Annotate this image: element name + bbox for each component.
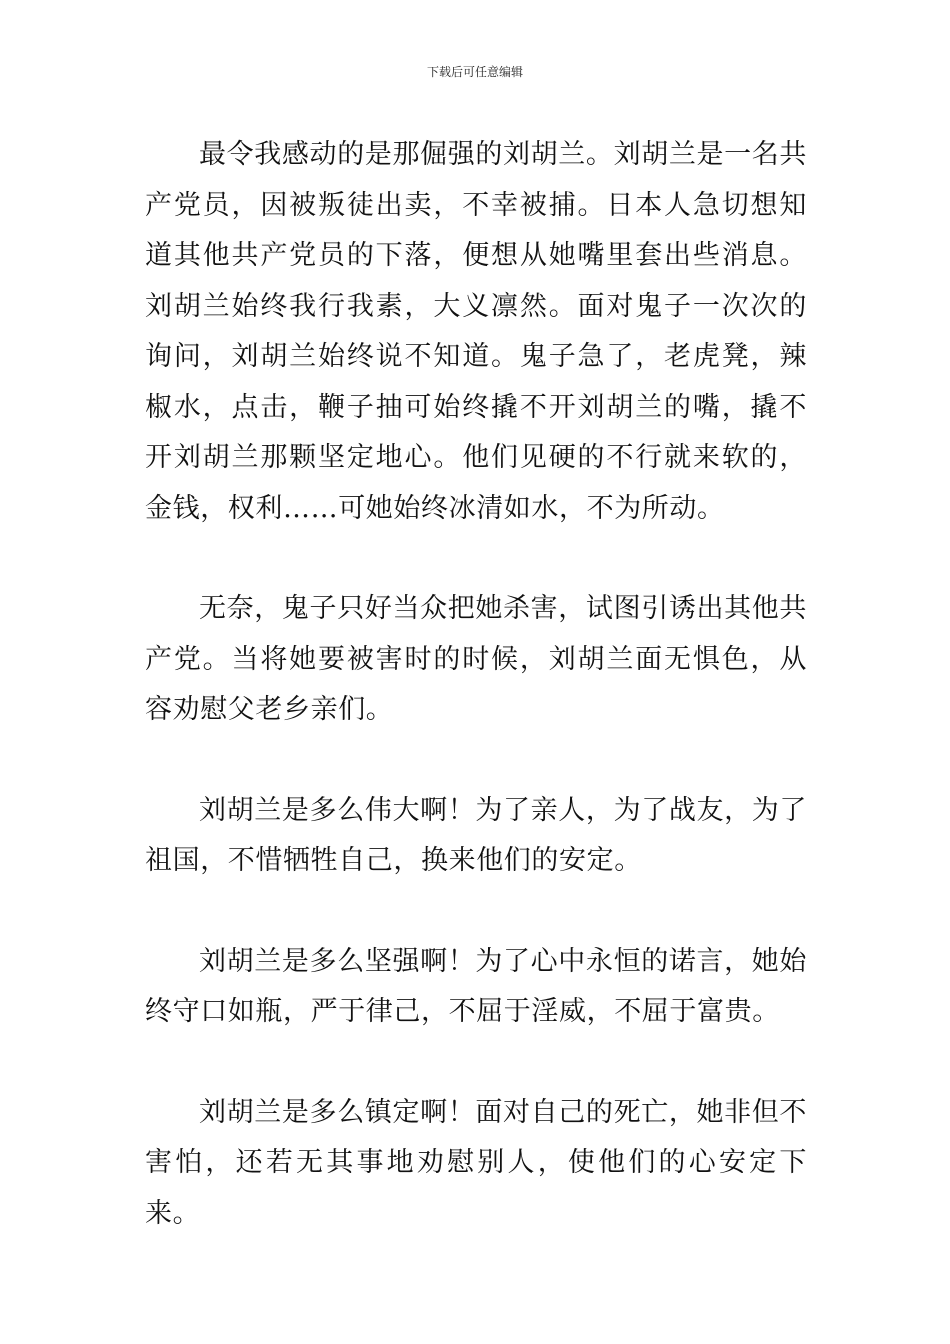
paragraph-4: 刘胡兰是多么坚强啊！为了心中永恒的诺言，她始终守口如瓶，严于律己，不屈于淫威，不屈于富贵。 xyxy=(145,945,807,1027)
paragraph-2: 无奈，鬼子只好当众把她杀害，试图引诱出其他共产党。当将她要被害时的时候，刘胡兰面无惧色，从容劝慰父老乡亲们。 xyxy=(145,593,807,725)
document-body xyxy=(145,130,807,1239)
paragraph-5: 刘胡兰是多么镇定啊！面对自己的死亡，她非但不害怕，还若无其事地劝慰别人，使他们的心安定下来。 xyxy=(145,1096,807,1229)
paragraph-1: 最令我感动的是那倔强的刘胡兰。刘胡兰是一名共产党员，因被叛徒出卖，不幸被捕。日本人急切想知道其他共产党员的下落，便想从她嘴里套出些消息。刘胡兰始终我行我素，大义凛然。面对鬼子一次次的询问，刘胡兰始终说不知道。鬼子急了，老虎凳，辣椒水，点击，鞭子抽可始终撬不开刘胡兰的嘴，撬不开刘胡兰那颗坚定地心。他们见硬的不行就来软的，金钱，权利……可她始终冰清如水，不为所动。 xyxy=(145,139,807,524)
paragraph-3: 刘胡兰是多么伟大啊！为了亲人，为了战友，为了祖国，不惜牺牲自己，换来他们的安定。 xyxy=(145,794,807,876)
page-header: 下载后可任意编辑 xyxy=(426,65,523,79)
